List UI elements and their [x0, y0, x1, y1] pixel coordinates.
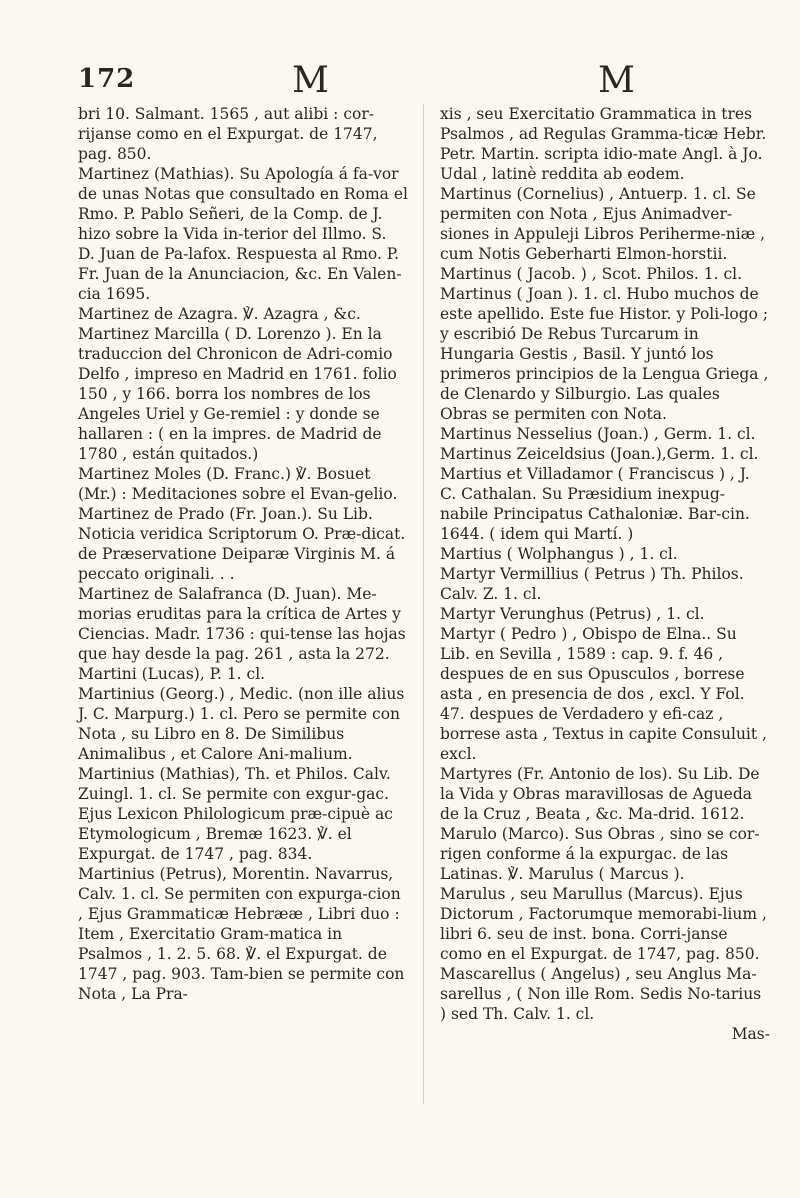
left-column: [78, 104, 408, 1004]
entry: Martinez de Salafranca (D. Juan). Me-morias eruditas para la crítica de Artes y Ciencias. Madr. 1736 : qui-tense las hojas que hay desde la pag. 261 , asta la 272.: [78, 585, 406, 663]
entry: Martyr Vermillius ( Petrus ) Th. Philos. Calv. Z. 1. cl.: [440, 565, 744, 603]
entry: Martinius (Mathias), Th. et Philos. Calv. Zuingl. 1. cl. Se permite con exgur-gac. Ejus Lexicon Philologicum præ-cipuè ac Etymologicum , Bremæ 1623. ℣. el Expurgat. de 1747 , pag. 834.: [78, 765, 393, 863]
running-head-left: M: [292, 60, 329, 101]
entry: bri 10. Salmant. 1565 , aut alibi : cor-rijanse como en el Expurgat. de 1747, pag. 850.: [78, 105, 378, 163]
entry: Martinius (Georg.) , Medic. (non ille alius J. C. Marpurg.) 1. cl. Pero se permite con Nota , su Libro en 8. De Similibus Animalibus , et Calore Ani-malium.: [78, 685, 405, 763]
entry: Marulus , seu Marullus (Marcus). Ejus Dictorum , Factorumque memorabi-lium , libri 6. seu de inst. bona. Corri-janse como en el Expurgat. de 1747, pag. 850.: [440, 885, 767, 963]
entry: xis , seu Exercitatio Grammatica in tres Psalmos , ad Regulas Gramma-ticæ Hebr. Petr. Martin. scripta idio-mate Angl. à Jo. Udal , latinè reddita ab eodem.: [440, 105, 767, 183]
entry: Martinus ( Jacob. ) , Scot. Philos. 1. cl.: [440, 265, 743, 283]
entry: Martinez Marcilla ( D. Lorenzo ). En la traduccion del Chronicon de Adri-comio Delfo , impreso en Madrid en 1761. folio 150 , y 166. borra los nombres de los Angeles Uriel y Ge-remiel : y donde se hallaren : ( en la impres. de Madrid de 1780 , están quitados.): [78, 325, 397, 463]
entry: Martinus (Cornelius) , Antuerp. 1. cl. Se permiten con Nota , Ejus Animadver-siones in Appuleji Libros Periherme-niæ , cum Notis Geberharti Elmon-horstii.: [440, 185, 766, 263]
column-divider: [423, 104, 424, 1104]
entry: Martinez Moles (D. Franc.) ℣. Bosuet (Mr.) : Meditaciones sobre el Evan-gelio.: [78, 465, 398, 503]
page-number: 172: [78, 64, 136, 94]
entry: Martinez de Prado (Fr. Joan.). Su Lib. Noticia veridica Scriptorum O. Præ-dicat. de Præservatione Deiparæ Virginis M. á peccato originali. . .: [78, 505, 406, 583]
entry: Martinez de Azagra. ℣. Azagra , &c.: [78, 305, 361, 323]
entry: Martius et Villadamor ( Franciscus ) , J. C. Cathalan. Su Præsidium inexpug-nabile Principatus Cathaloniæ. Bar-cin. 1644. ( idem qui Martí. ): [440, 465, 750, 543]
catchword: Mas-: [731, 1025, 770, 1043]
entry: Marulo (Marco). Sus Obras , sino se cor-rigen conforme á la expurgac. de las Latinas. ℣. Marulus ( Marcus ).: [440, 825, 760, 883]
entry: Martinius (Petrus), Morentin. Navarrus, Calv. 1. cl. Se permiten con expurga-cion , Ejus Grammaticæ Hebrææ , Libri duo : Item , Exercitatio Gram-matica in Psalmos , 1. 2. 5. 68. ℣. el Expurgat. de 1747 , pag. 903. Tam-bien se permite con Nota , La Pra-: [78, 865, 405, 1003]
entry: Martinus Zeiceldsius (Joan.),Germ. 1. cl.: [440, 445, 759, 463]
entry: Martinez (Mathias). Su Apología á fa-vor de unas Notas que consultado en Roma el Rmo. P. Pablo Señeri, de la Comp. de J. hizo sobre la Vida in-terior del Illmo. S. D. Juan de Pa-lafox. Respuesta al Rmo. P. Fr. Juan de la Anunciacion, &c. En Valen-cia 1695.: [78, 165, 408, 303]
entry: Martinus ( Joan ). 1. cl. Hubo muchos de este apellido. Este fue Histor. y Poli-logo ; y escribió De Rebus Turcarum in Hungaria Gestis , Basil. Y juntó los primeros principios de la Lengua Griega , de Clenardo y Silburgio. Las quales Obras se permiten con Nota.: [440, 285, 769, 423]
entry: Martinus Nesselius (Joan.) , Germ. 1. cl.: [440, 425, 756, 443]
right-column: [440, 104, 770, 1044]
entry: Martini (Lucas), P. 1. cl.: [78, 665, 266, 683]
entry: Mascarellus ( Angelus) , seu Anglus Ma-sarellus , ( Non ille Rom. Sedis No-tarius ) sed Th. Calv. 1. cl.: [440, 965, 762, 1023]
entry: Martius ( Wolphangus ) , 1. cl.: [440, 545, 678, 563]
entry: Martyres (Fr. Antonio de los). Su Lib. De la Vida y Obras maravillosas de Agueda de la Cruz , Beata , &c. Ma-drid. 1612.: [440, 765, 760, 823]
running-head-right: M: [598, 60, 635, 101]
entry: Martyr ( Pedro ) , Obispo de Elna.. Su Lib. en Sevilla , 1589 : cap. 9. f. 46 , despues de en sus Opusculos , borrese asta , en presencia de dos , excl. Y Fol. 47. despues de Verdadero y efi-caz , borrese asta , Textus in capite Consuluit , excl.: [440, 625, 767, 763]
entry: Martyr Verunghus (Petrus) , 1. cl.: [440, 605, 705, 623]
